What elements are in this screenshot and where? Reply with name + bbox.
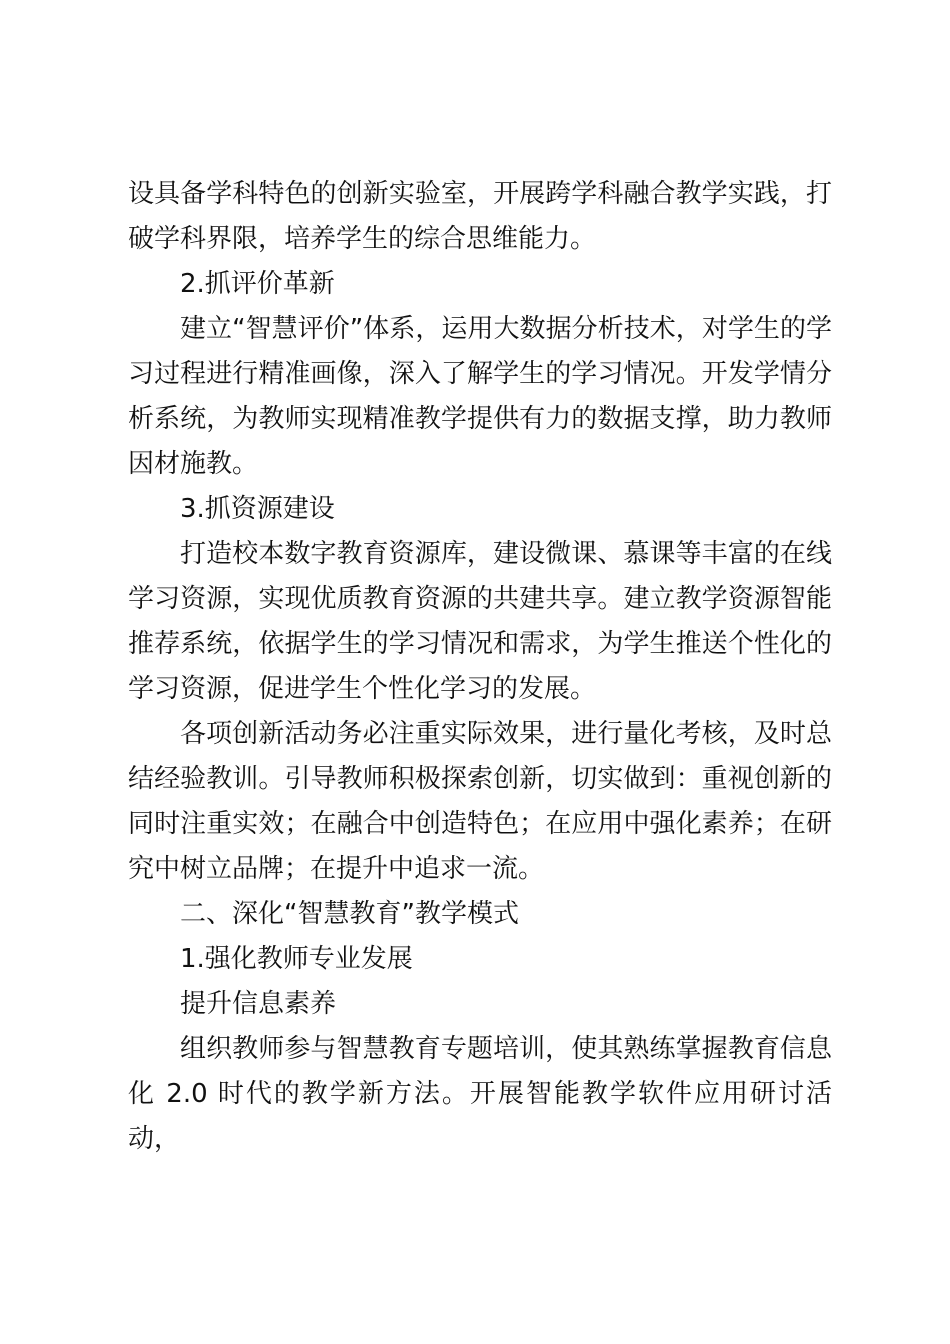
- body-paragraph: 各项创新活动务必注重实际效果，进行量化考核，及时总结经验教训。引导教师积极探索创新，切实做到：重视创新的同时注重实效；在融合中创造特色；在应用中强化素养；在研究中树立品牌；在提升中追求一流。: [128, 719, 832, 884]
- body-paragraph: 建立“智慧评价”体系，运用大数据分析技术，对学生的学习过程进行精准画像，深入了解学生的学习情况。开发学情分析系统，为教师实现精准教学提供有力的数据支撑，助力教师因材施教。: [128, 314, 832, 479]
- body-paragraph: 设具备学科特色的创新实验室，开展跨学科融合教学实践，打破学科界限，培养学生的综合思维能力。: [128, 179, 832, 254]
- body-paragraph: 组织教师参与智慧教育专题培训，使其熟练掌握教育信息化 2.0 时代的教学新方法。开展智能教学软件应用研讨活动，: [128, 1034, 832, 1154]
- body-paragraph: 打造校本数字教育资源库，建设微课、慕课等丰富的在线学习资源，实现优质教育资源的共建共享。建立教学资源智能推荐系统，依据学生的学习情况和需求，为学生推送个性化的学习资源，促进学生个性化学习的发展。: [128, 539, 832, 704]
- document-body: [128, 172, 832, 1162]
- subsection-heading: 提升信息素养: [180, 989, 337, 1019]
- section-heading: 1.强化教师专业发展: [180, 944, 413, 974]
- section-heading: 3.抓资源建设: [180, 494, 335, 524]
- chapter-heading: 二、深化“智慧教育”教学模式: [180, 899, 519, 929]
- section-heading: 2.抓评价革新: [180, 269, 335, 299]
